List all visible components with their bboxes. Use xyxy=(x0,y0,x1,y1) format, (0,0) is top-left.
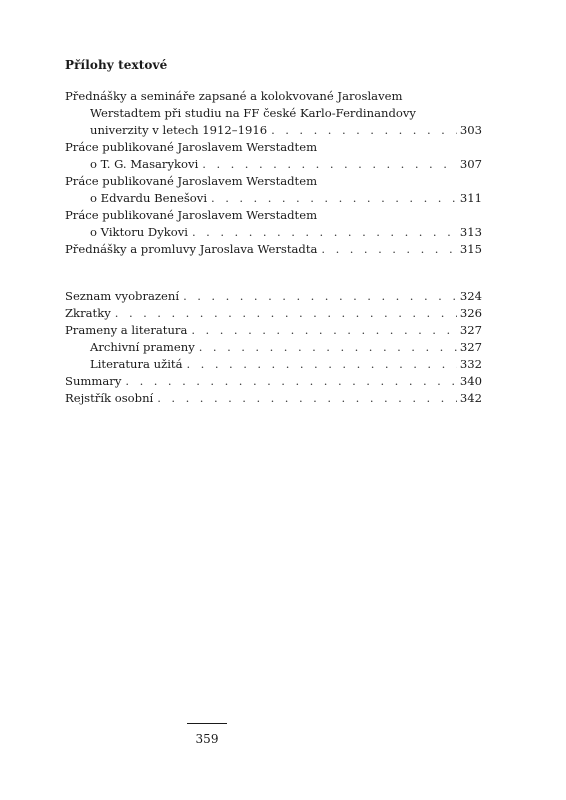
dot-leader xyxy=(271,122,457,139)
toc-entry-text: Přednášky a promluvy Jaroslava Werstadta xyxy=(65,242,318,256)
dot-leader xyxy=(115,305,457,322)
toc-entry-line xyxy=(65,156,482,173)
toc-entry-text: Summary xyxy=(65,374,122,388)
appendix-toc xyxy=(65,88,482,258)
toc-entry[interactable] xyxy=(65,88,482,139)
toc-entry[interactable] xyxy=(65,305,482,322)
dot-leader xyxy=(202,156,457,173)
toc-entry-line xyxy=(65,105,482,122)
toc-entry[interactable] xyxy=(65,373,482,390)
toc-entry-text: Prameny a literatura xyxy=(65,323,188,337)
dot-leader xyxy=(157,390,457,407)
dot-leader xyxy=(211,190,457,207)
toc-entry-text: Rejstřík osobní xyxy=(65,391,154,405)
toc-page-number: 332 xyxy=(459,357,482,371)
toc-entry-line xyxy=(65,88,482,105)
dot-leader xyxy=(321,241,456,258)
toc-page-number: 327 xyxy=(459,340,482,354)
toc-entry-line xyxy=(65,122,482,139)
toc-page-number: 326 xyxy=(459,306,482,320)
toc-entry-text: univerzity v letech 1912–1916 xyxy=(90,123,268,137)
toc-entry-line xyxy=(65,224,482,241)
toc-page-number: 313 xyxy=(459,225,482,239)
dot-leader xyxy=(183,288,457,305)
toc-page-number: 311 xyxy=(459,191,482,205)
toc-entry-line xyxy=(65,173,482,190)
toc-entry-text: Archivní prameny xyxy=(90,340,195,354)
dot-leader xyxy=(199,339,457,356)
toc-entry-line xyxy=(65,241,482,258)
toc-entry[interactable] xyxy=(65,173,482,207)
toc-page-number: 324 xyxy=(459,289,482,303)
toc-entry[interactable] xyxy=(65,207,482,241)
dot-leader xyxy=(187,356,457,373)
toc-entry-text: Literatura užitá xyxy=(90,357,183,371)
toc-page-number: 342 xyxy=(459,391,482,405)
dot-leader xyxy=(125,373,456,390)
dot-leader xyxy=(192,224,457,241)
toc-entry-text: Přednášky a semináře zapsané a kolokvované Jaroslavem xyxy=(65,89,403,103)
toc-page-number: 340 xyxy=(459,374,482,388)
toc-entry-line xyxy=(65,207,482,224)
toc-page-number: 303 xyxy=(459,123,482,137)
toc-entry[interactable] xyxy=(65,139,482,173)
page-number: 359 xyxy=(195,732,219,746)
toc-entry-text: Práce publikované Jaroslavem Werstadtem xyxy=(65,208,318,222)
toc-entry[interactable] xyxy=(65,390,482,407)
toc-entry-text: o T. G. Masarykovi xyxy=(90,157,199,171)
footer-rule xyxy=(187,723,227,724)
toc-entry-text: Práce publikované Jaroslavem Werstadtem xyxy=(65,174,318,188)
toc-subentry[interactable] xyxy=(65,356,482,373)
toc-entry-line xyxy=(65,139,482,156)
back-matter-toc xyxy=(65,288,482,407)
toc-page-number: 307 xyxy=(459,157,482,171)
toc-entry-text: o Edvardu Benešovi xyxy=(90,191,208,205)
toc-entry-text: o Viktoru Dykovi xyxy=(90,225,189,239)
toc-entry-text: Werstadtem při studiu na FF české Karlo-Ferdinandovy xyxy=(90,106,416,120)
toc-subentry[interactable] xyxy=(65,339,482,356)
dot-leader xyxy=(191,322,456,339)
toc-entry-text: Seznam vyobrazení xyxy=(65,289,180,303)
toc-page-number: 315 xyxy=(459,242,482,256)
toc-entry[interactable] xyxy=(65,288,482,305)
toc-page-number: 327 xyxy=(459,323,482,337)
toc-entry[interactable] xyxy=(65,241,482,258)
section-heading: Přílohy textové xyxy=(65,58,168,72)
toc-entry-text: Zkratky xyxy=(65,306,111,320)
toc-entry-text: Práce publikované Jaroslavem Werstadtem xyxy=(65,140,318,154)
toc-entry-line xyxy=(65,190,482,207)
toc-entry[interactable] xyxy=(65,322,482,339)
